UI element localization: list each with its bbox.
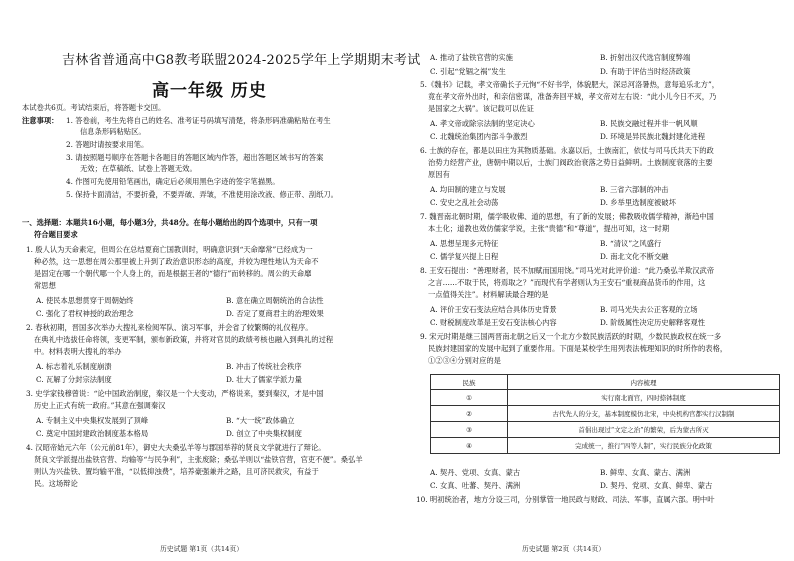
table-cell-number: ④ [431, 438, 508, 454]
question-7-option-a: A. 思想呈现多元特征 [430, 239, 499, 248]
question-2-option-c: C. 瓦解了分封宗法制度 [36, 375, 112, 384]
intro-text: 本试卷共6页。考试结束后，将答题卡交回。 [22, 103, 166, 112]
question-9-option-a: A. 契丹、党项、女真、蒙古 [430, 468, 521, 477]
question-8-line: 8. 王安石提出：“善理财者，民不加赋而国用饶。”司马光对此评价道：“此乃桑弘羊欺汉武帝 [420, 266, 715, 275]
table-cell-number: ③ [431, 422, 508, 438]
question-8-option-c: C. 财税制度改革是王安石变法核心内容 [430, 318, 557, 327]
question-7-line: 7. 魏晋南北朝时期，儒学吸收佛、道的思想，有了新的发展；佛教吸收儒学精神，渐趋中国 [420, 212, 714, 221]
page-footer-right: 历史试题 第2页（共14页） [522, 545, 606, 553]
question-6-option-d: D. 乡举里选制度被破坏 [600, 198, 676, 207]
question-8-option-d: D. 阶级属性决定历史解释客观性 [600, 318, 706, 327]
left-column [10, 0, 421, 561]
note-item: 2. 答题时请按要求用笔。 [66, 140, 149, 149]
question-2-option-a: A. 标志着礼乐制度崩溃 [36, 362, 112, 371]
table-cell-content: 完成统一，推行“四等人制”，实行民族分化政策 [508, 438, 780, 454]
question-7-option-d: D. 南北文化不断交融 [600, 252, 669, 261]
question-5-line: 竟在孝文帝外出时，和亲信密谋，准备奔回平城，孝文帝对左右说：“此小儿今日不灭，乃 [428, 92, 717, 101]
question-9-option-b: B. 鲜卑、女真、蒙古、满洲 [600, 468, 691, 477]
question-4-line: 4. 汉昭帝始元六年（公元前81年），御史大夫桑弘羊等与郡国举荐的贤良文学就进行了辩论。 [26, 443, 326, 452]
question-5-option-d: D. 环境是异民族北魏封建化进程 [600, 132, 706, 141]
question-3-option-a: A. 专制主义中央集权发展到了顶峰 [36, 416, 149, 425]
right-column [404, 0, 784, 561]
question-10-line: 10. 明初统治者，地方分设三司，分别掌管一地民政与财政、司法、军事，直属六部。明中叶 [416, 495, 715, 504]
table-header-ethnic: 民族 [431, 375, 508, 390]
question-9-line: ①②③④分别对应的是 [428, 356, 501, 365]
question-6-line: 6. 士族的存在，都是以田庄为其物质基础。永嘉以后，士族南汇，依仗与司马氏共天下的政 [420, 146, 714, 155]
table-header-row [431, 375, 780, 390]
question-1-option-d: D. 否定了夏商君主的治理效果 [226, 309, 324, 318]
knowledge-table [430, 374, 780, 454]
question-3-line: 历史上正式有统一政府。”其意在强调秦汉 [34, 401, 166, 410]
question-8-line: 一点值得关注”。材料解读最合理的是 [428, 290, 549, 299]
question-3-option-b: B. “大一统”政体确立 [226, 416, 295, 425]
table-row [431, 438, 780, 454]
question-6-line: 原因有 [428, 170, 450, 179]
note-item: 4. 作图可先使用铅笔画出，确定后必须用黑色字迹的签字笔描黑。 [66, 177, 280, 186]
question-1-option-a: A. 使民本思想贯穿于周朝始终 [36, 296, 134, 305]
table-cell-number: ① [431, 390, 508, 406]
question-2-line: 在典礼中选拔任命将领，变更军制，颁布新政策，并将对官员的政绩考核也融入到典礼的过程 [34, 335, 334, 344]
section-heading: 符合题目要求 [34, 230, 78, 239]
question-6-line: 治势力经营产业，唐朝中期以后，士族门阀政治衰落之势日益鲜明。土族制度衰落的主要 [428, 158, 713, 167]
question-6-option-b: B. 三省六部制的冲击 [600, 185, 669, 194]
question-9-option-d: D. 契丹、党项、女真、鲜卑、蒙古 [600, 481, 713, 490]
table-row [431, 390, 780, 406]
question-2-option-d: D. 壮大了儒家学派力量 [226, 375, 302, 384]
question-4-line: 民。这场辩论 [34, 479, 78, 488]
table-row [431, 406, 780, 422]
table-cell-content: 首倡出现过“文定之治”的繁荣，后为蒙古所灭 [508, 422, 780, 438]
question-2-line: 2. 春秋初期，晋国多次举办大搜礼来检阅军队、演习军事，并会省了较繁缛的礼仪程序。 [26, 323, 313, 332]
note-item: 5. 保持卡面清洁，不要折叠，不要弄破、弄皱，不准使用涂改液、修正带、刮纸刀。 [66, 190, 338, 199]
question-6-option-c: C. 安史之乱社会动荡 [430, 198, 499, 207]
question-9-option-c: C. 女真、吐蕃、契丹、满洲 [430, 481, 521, 490]
notes-label: 注意事项： [22, 116, 59, 125]
question-9-line: 民族封建国家的发展中起到了重要作用。下面是某校学生用列表法梳理知识的时所作的表格， [428, 344, 728, 353]
question-3-option-d: D. 创立了中央集权制度 [226, 429, 302, 438]
question-1-line: 常思想 [34, 281, 56, 290]
question-2-line: 中。材料表明大搜礼的举办 [34, 347, 122, 356]
question-8-line: 之言……不取于民，将焉取之？”而现代有学者则认为王安石“重视商品货币的作用，这 [428, 278, 706, 287]
section-heading: 一、选择题：本题共16小题，每小题3分，共48分。在每小题给出的四个选项中，只有一项 [22, 218, 318, 227]
question-3-option-c: C. 奠定中国封建政治制度基本格局 [36, 429, 149, 438]
exam-title: 吉林省普通高中G8教考联盟2024-2025学年上学期期末考试 [62, 53, 421, 68]
question-5-option-c: C. 北魏统治集团内部斗争激烈 [430, 132, 528, 141]
question-1-option-c: C. 强化了君权神授的政治理念 [36, 309, 134, 318]
question-7-line: 本土化；道教也效仿儒家学说，主张“贵德”和“尊道”，提出可知，这一时期 [428, 224, 670, 233]
question-4-option-c: C. 引起“党锢之祸”发生 [430, 67, 506, 76]
question-1-line: 1. 殷人认为天命素定，但周公在总结夏商亡国教训时，明确意识到“天命靡常”已经成为一 [26, 245, 313, 254]
table-header-content: 内容梳理 [508, 375, 780, 390]
note-item: 1. 答卷前，考生先将自己的姓名、准考证号码填写清楚，将条形码准确粘贴在考生 [66, 116, 331, 125]
question-7-option-c: C. 儒学复兴提上日程 [430, 252, 499, 261]
question-8-option-a: A. 评价王安石变法应结合具体历史背景 [430, 305, 557, 314]
table-row [431, 422, 780, 438]
question-7-option-b: B. “清议”之风盛行 [600, 239, 662, 248]
question-9-line: 9. 宋元时期是继三国两晋南北朝之后又一个北方少数民族活跃的时期，少数民族政权在统一多 [420, 332, 722, 341]
subject-title: 高一年级 历史 [152, 81, 267, 101]
question-1-line: 种必然，这一思想在周公那里被上升到了政治意识形态的高度，并较为理性地认为天命不 [34, 257, 319, 266]
note-item: 3. 请按照题号顺序在答题卡各题目的答题区域内作答，超出答题区域书写的答案 [66, 153, 324, 162]
question-6-option-a: A. 均田制的建立与发展 [430, 185, 506, 194]
table-cell-content: 古代先人的分支，基本制度模仿北宋，中央机构官都实行汉制制 [508, 406, 780, 422]
question-2-option-b: B. 冲击了传统社会秩序 [226, 362, 302, 371]
question-4-line: 贤良文学派提出盐铁官营、均输等“与民争利”，主张废除；桑弘羊则以“盐铁官营，官吏不便”。桑弘羊 [34, 455, 363, 464]
question-8-option-b: B. 司马光失去公正客观的立场 [600, 305, 698, 314]
question-1-option-b: B. 意在确立周朝统治的合法性 [226, 296, 324, 305]
question-4-option-a: A. 推动了盐铁官营的实施 [430, 53, 513, 62]
question-4-line: 则认为兴盐铁、置均输平准，“以低抑浊费”，培养豪强兼并之路，且可济民救灾，有益于 [34, 467, 319, 476]
question-1-line: 是固定在哪一个朝代哪一个人身上的，而是根据王者的“德行”而转移的。周公的天命靡 [34, 269, 312, 278]
question-5-option-b: B. 民族交融过程并非一帆风顺 [600, 119, 698, 128]
table-cell-number: ② [431, 406, 508, 422]
note-item: 无效；在草稿纸、试卷上答题无效。 [80, 164, 197, 173]
question-4-option-d: D. 有助于评估当时经济政策 [600, 67, 691, 76]
question-5-line: 是国家之大祸”。该记载可以佐证 [428, 104, 534, 113]
question-5-option-a: A. 孝文帝或除宗法制的坚定决心 [430, 119, 535, 128]
table-cell-content: 实行南北面官，四时捺钵制度 [508, 390, 780, 406]
note-item: 信息条形码粘贴区。 [80, 127, 146, 136]
question-5-line: 5.《魏书》记载，孝文帝确长子元恂“不好书学，体貌肥大，深忌河洛暑热，意每追乐北方”， [420, 80, 719, 89]
question-4-option-b: B. 折射出汉代选官制度弊端 [600, 53, 691, 62]
page-footer-left: 历史试题 第1页（共14页） [160, 545, 244, 553]
question-3-line: 3. 史学家钱穆曾说：“论中国政治制度，秦汉是一个大变动，严格说来，要到秦汉，才是中国 [26, 389, 324, 398]
